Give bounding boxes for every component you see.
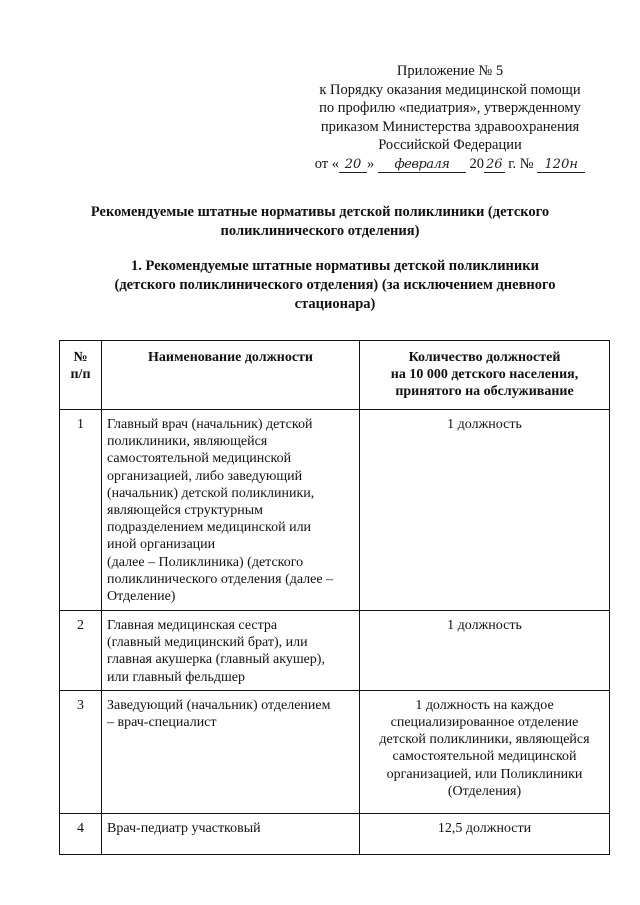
- table-row: [60, 410, 610, 611]
- document-title: Рекомендуемые штатные нормативы детской поликлиники (детского поликлинического отделения): [90, 204, 550, 239]
- row-position: Заведующий (начальник) отделением – врач-специалист: [102, 690, 360, 813]
- row-number: 2: [60, 611, 102, 691]
- handwritten-year: 26: [486, 156, 503, 172]
- appendix-line: по профилю «педиатрия», утвержденному: [319, 100, 581, 116]
- row-position: Врач-педиатр участковый: [102, 813, 360, 854]
- date-prefix: от «: [314, 155, 340, 172]
- appendix-line: Российской Федерации: [378, 137, 522, 153]
- header-number: № п/п: [60, 341, 102, 410]
- handwritten-order-number: 120н: [537, 158, 585, 173]
- row-quantity: 1 должность: [360, 611, 610, 691]
- staffing-table: [59, 340, 610, 855]
- table-row: [60, 813, 610, 854]
- appendix-title: Приложение № 5: [396, 63, 504, 79]
- appendix-line: к Порядку оказания медицинской помощи: [319, 81, 581, 98]
- row-quantity: 1 должность на каждое специализированное отделение детской поликлиники, являющейся самостоятельной медицинской организацией, или Поликлиники (Отделения): [360, 690, 610, 813]
- table-row: [60, 690, 610, 813]
- header-position: Наименование должности: [102, 341, 360, 410]
- order-date-line: [300, 155, 600, 174]
- year-unit: г. №: [508, 155, 534, 172]
- section-title: 1. Рекомендуемые штатные нормативы детской поликлиники (детского поликлинического отделения) (за исключением дневного стационара): [114, 258, 556, 312]
- handwritten-day: 20: [339, 158, 367, 173]
- row-number: 3: [60, 690, 102, 813]
- row-quantity: 12,5 должности: [360, 813, 610, 854]
- appendix-line: приказом Министерства здравоохранения: [320, 118, 580, 135]
- appendix-header: [300, 62, 600, 173]
- row-quantity: 1 должность: [360, 410, 610, 611]
- table-header-row: [60, 341, 610, 410]
- row-number: 4: [60, 813, 102, 854]
- header-quantity: Количество должностей на 10 000 детского населения, принятого на обслуживание: [360, 341, 610, 410]
- row-position: Главная медицинская сестра (главный медицинский брат), или главная акушерка (главный акушер), или главный фельдшер: [102, 611, 360, 691]
- date-mid: »: [367, 155, 375, 172]
- row-number: 1: [60, 410, 102, 611]
- year-prefix: 20: [469, 155, 485, 172]
- handwritten-month: февраля: [378, 158, 466, 173]
- row-position: Главный врач (начальник) детской поликлиники, являющейся самостоятельной медицинской организацией, либо заведующий (начальник) детской поликлиники, являющейся структурным подразделением медицинской или иной организации (далее – Поликлиника) (детского поликлинического отделения (далее – Отделение): [102, 410, 360, 611]
- table-row: [60, 611, 610, 691]
